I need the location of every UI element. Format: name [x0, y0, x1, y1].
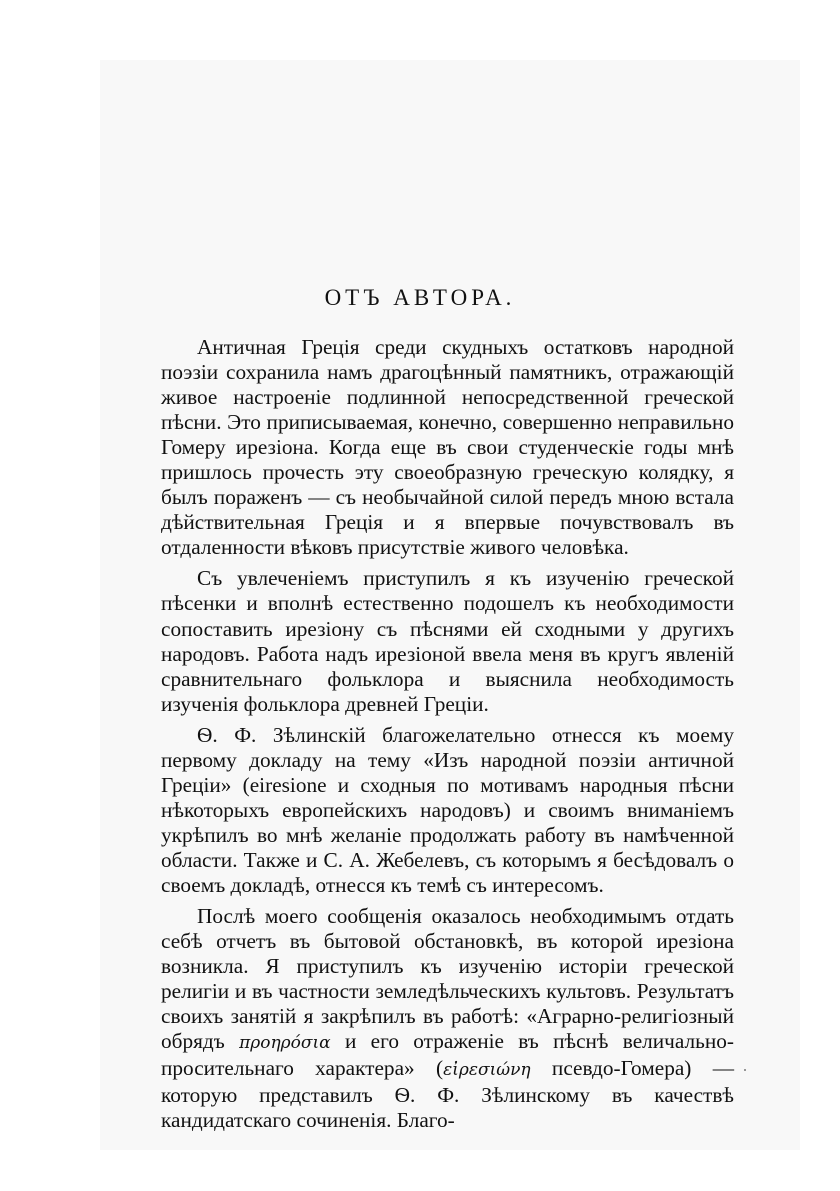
paragraph-3: Ѳ. Ф. Зѣлинскiй благожелательно отнесся къ моему первому докладу на тему «Изъ народной поэзiи античной Грецiи» (eiresione и сходныя по мотивамъ народныя пѣсни нѣкоторыхъ европейскихъ народовъ) и своимъ вниманiемъ укрѣпилъ во мнѣ желанiе продолжать работу въ намѣченной области. Также и С. А. Жебелевъ, съ которымъ я бесѣдовалъ о своемъ докладѣ, отнесся къ темѣ съ интересомъ. — [161, 722, 734, 897]
greek-term-eiresione: εἰρεσιώνη — [443, 1060, 531, 1081]
paragraph-2: Съ увлеченiемъ приступилъ я къ изученiю греческой пѣсенки и вполнѣ естественно подошелъ къ необходимости сопоставить ирезiону съ пѣснями ей сходными у другихъ народовъ. Работа надъ ирезiоной ввела меня въ кругъ явленiй сравнительнаго фольклора и выяснила необходимость изученiя фольклора древней Грецiи. — [161, 566, 734, 716]
body-text — [161, 335, 734, 1133]
paragraph-4-part-3: псевдо-Гомера) — которую представилъ Ѳ. Ф. Зѣлинскому въ качествѣ кандидатскаго сочиненiя. Благо- — [161, 1056, 734, 1133]
page-heading: ОТЪ АВТОРА. — [324, 285, 516, 310]
paragraph-1: Античная Грецiя среди скудныхъ остатковъ народной поэзiи сохранила намъ драгоцѣнный памятникъ, отражающiй живое настроенiе подлинной непосредственной греческой пѣсни. Это приписываемая, конечно, совершенно неправильно Гомеру ирезiона. Когда еще въ свои студенческiе годы мнѣ пришлось прочесть эту своеобразную греческую колядку, я былъ пораженъ — съ необычайной силой передъ мною встала дѣйствительная Грецiя и я впервые почувствовалъ въ отдаленности вѣковъ присутствiе живого человѣка. — [161, 335, 734, 560]
paragraph-4-part-1: Послѣ моего сообщенiя оказалось необходимымъ отдать себѣ отчетъ въ бытовой обстановкѣ, въ которой ирезiона возникла. Я приступилъ къ изученiю исторiи греческой религiи и въ частности земледѣльческихъ культовъ. Результатъ своихъ занятiй я закрѣпилъ въ работѣ: «Аграрно-религiозный обрядъ — [161, 904, 734, 1054]
paragraph-4-part-2: и его отраженiе въ пѣснѣ величально-просительнаго характера» ( — [161, 1029, 735, 1081]
paragraph-4 — [161, 904, 734, 1133]
ink-speck — [744, 1069, 746, 1071]
greek-term-proerosia: προηρόσια — [239, 1033, 331, 1054]
